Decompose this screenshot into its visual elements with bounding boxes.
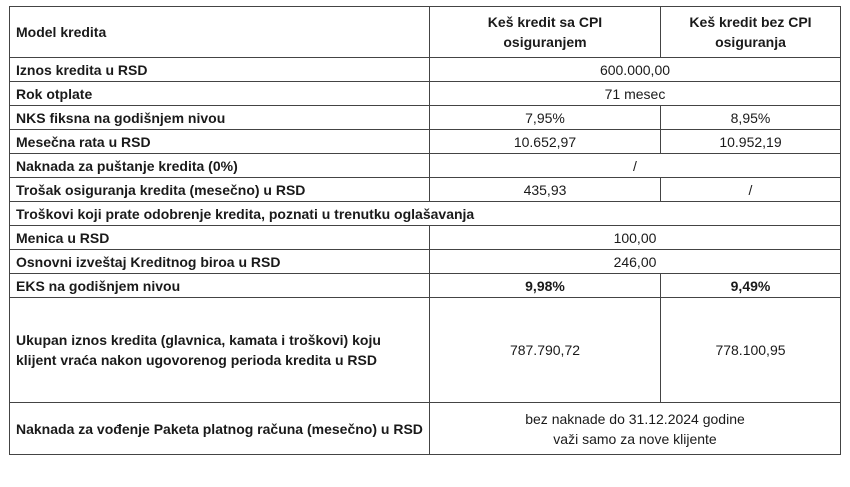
value-without-cpi: 778.100,95	[661, 298, 841, 403]
header-with-cpi-line2: osiguranjem	[503, 34, 587, 50]
value-without-cpi: 8,95%	[661, 106, 841, 130]
value-without-cpi: 10.952,19	[661, 130, 841, 154]
row-label: Menica u RSD	[10, 226, 430, 250]
row-label: Mesečna rata u RSD	[10, 130, 430, 154]
row-insurance	[10, 178, 841, 202]
row-label: EKS na godišnjem nivou	[10, 274, 430, 298]
loan-model-table	[9, 6, 841, 455]
note-line: važi samo za nove klijente	[553, 430, 717, 447]
table-header-row	[10, 7, 841, 58]
header-with-cpi-line1: Keš kredit sa CPI	[487, 14, 603, 30]
package-fee-note	[430, 403, 841, 455]
row-value: 600.000,00	[430, 58, 841, 82]
row-label: Ukupan iznos kredita (glavnica, kamata i troškovi) koju klijent vraća nakon ugovorenog perioda kredita u RSD	[10, 298, 430, 403]
value-without-cpi: /	[661, 178, 841, 202]
row-term	[10, 82, 841, 106]
value-without-cpi: 9,49%	[661, 274, 841, 298]
value-with-cpi: 10.652,97	[430, 130, 661, 154]
row-label: Osnovni izveštaj Kreditnog biroa u RSD	[10, 250, 430, 274]
row-label: Trošak osiguranja kredita (mesečno) u RSD	[10, 178, 430, 202]
row-total	[10, 298, 841, 403]
row-eks	[10, 274, 841, 298]
value-with-cpi: 435,93	[430, 178, 661, 202]
row-bill	[10, 226, 841, 250]
header-without-cpi-line2: osiguranja	[715, 34, 786, 50]
row-amount	[10, 58, 841, 82]
row-label: Iznos kredita u RSD	[10, 58, 430, 82]
header-without-cpi-line1: Keš kredit bez CPI	[689, 14, 812, 30]
header-with-cpi	[430, 7, 661, 58]
section-heading: Troškovi koji prate odobrenje kredita, poznati u trenutku oglašavanja	[10, 202, 841, 226]
row-label: NKS fiksna na godišnjem nivou	[10, 106, 430, 130]
row-label: Naknada za vođenje Paketa platnog računa (mesečno) u RSD	[10, 403, 430, 455]
row-value: 246,00	[430, 250, 841, 274]
note-line: bez naknade do 31.12.2024 godine	[525, 410, 745, 427]
row-package-fee	[10, 403, 841, 455]
row-value: /	[430, 154, 841, 178]
row-label: Rok otplate	[10, 82, 430, 106]
header-model: Model kredita	[10, 7, 430, 58]
value-with-cpi: 7,95%	[430, 106, 661, 130]
row-value: 71 mesec	[430, 82, 841, 106]
value-with-cpi: 9,98%	[430, 274, 661, 298]
row-label: Naknada za puštanje kredita (0%)	[10, 154, 430, 178]
row-value: 100,00	[430, 226, 841, 250]
header-without-cpi	[661, 7, 841, 58]
value-with-cpi: 787.790,72	[430, 298, 661, 403]
row-report	[10, 250, 841, 274]
row-nks	[10, 106, 841, 130]
row-installment	[10, 130, 841, 154]
row-costs-section	[10, 202, 841, 226]
row-fee	[10, 154, 841, 178]
